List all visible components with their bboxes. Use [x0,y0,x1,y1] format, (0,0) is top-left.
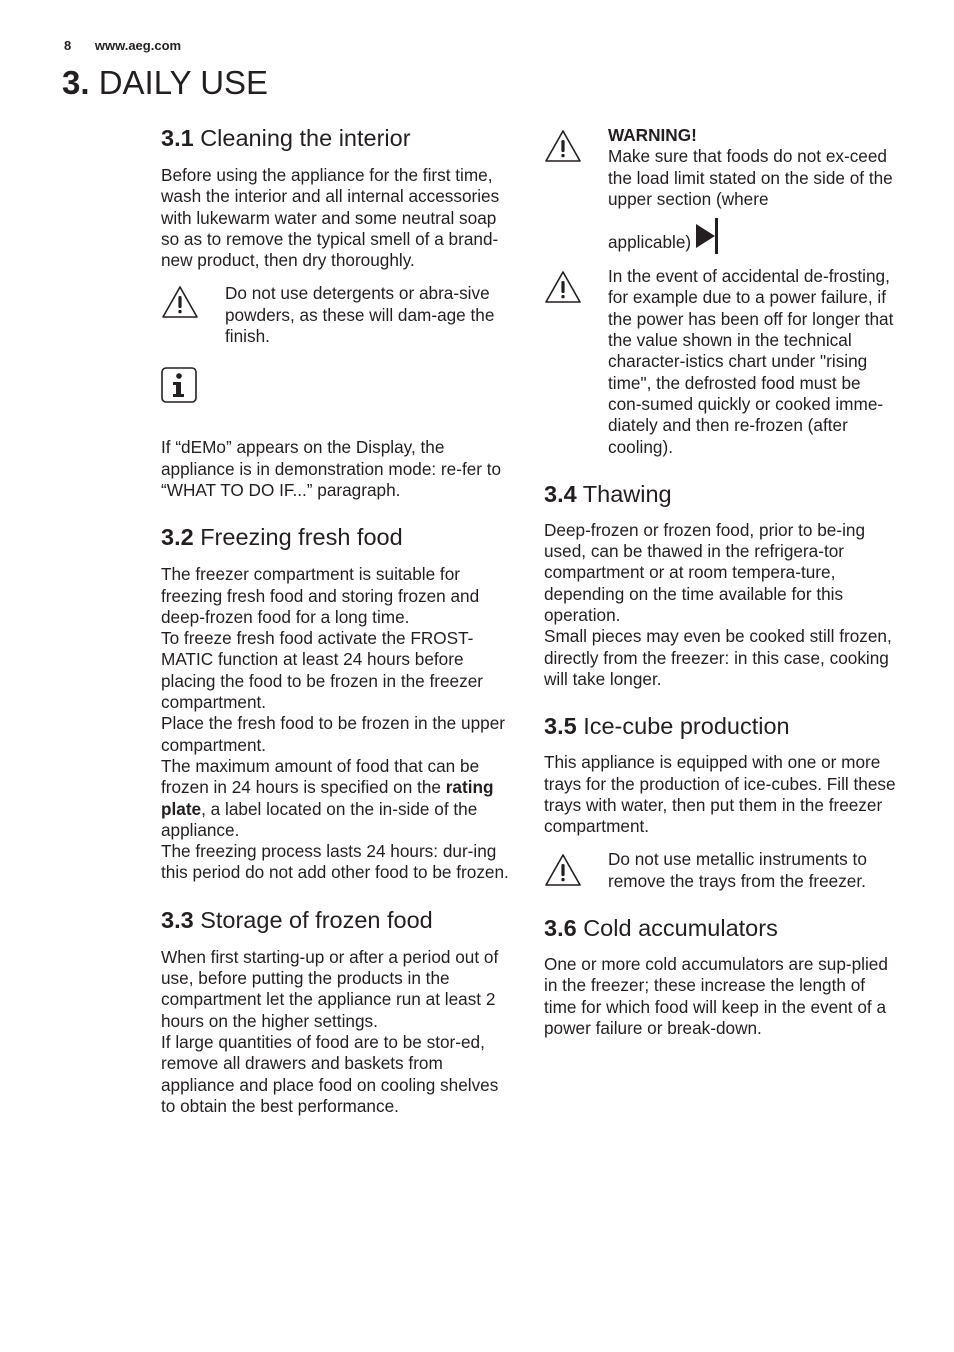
warning-text: Do not use metallic instruments to remove the trays from the freezer. [608,849,867,891]
section-3-1-paragraph: Before using the appliance for the first time, wash the interior and all internal accessories with lukewarm water and some neutral soap so as to remove the typical smell of a brand-new product, then dry thoroughly. [161,165,500,271]
paragraph: If large quantities of food are to be stor-ed, remove all drawers and baskets from appliance and place food on cooling shelves to obtain the best performance. [161,1031,499,1116]
website-url: www.aeg.com [94,38,182,53]
section-3-2-heading [161,523,515,551]
chapter-title-text: DAILY USE [98,64,269,101]
warning-icon [161,285,199,319]
paragraph: This appliance is equipped with one or more trays for the production of ice-cubes. Fill these trays with water, then put them in the freezer compartment. [544,752,896,837]
section-3-6-heading [544,914,898,942]
page-number: 8 [64,38,72,53]
info-note [161,367,515,405]
warning-note-defrosting [544,266,898,458]
warning-text: Do not use detergents or abra-sive powders, as these will dam-age the finish. [225,283,495,347]
warning-icon [544,129,582,163]
warning-note-metallic [544,849,898,892]
paragraph: Small pieces may even be cooked still frozen, directly from the freezer: in this case, cooking will take longer. [544,626,892,689]
paragraph: When first starting-up or after a period out of use, before putting the products in the compartment let the appliance run at least 2 hours on the higher settings. [161,946,499,1031]
section-3-1-heading [161,124,515,152]
section-title: Ice-cube production [583,713,790,740]
warning-text: Make sure that foods do not ex-ceed the load limit stated on the side of the upper section (where [608,146,893,209]
section-number: 3.4 [544,480,577,507]
warning-note-load-limit [544,125,898,254]
paragraph: One or more cold accumulators are sup-plied in the freezer; these increase the length of time for which food will keep in the event of a power failure or break-down. [544,954,888,1038]
paragraph: The freezing process lasts 24 hours: dur-ing this period do not add other food to be frozen. [161,841,509,883]
right-column [544,125,898,1039]
paragraph: To freeze fresh food activate the FROST-MATIC function at least 24 hours before placing the food to be frozen in the freezer compartment. [161,628,483,713]
paragraph: Deep-frozen or frozen food, prior to be-ing used, can be thawed in the refrigera-tor compartment or at room tempera-ture, depending on the time available for this operation. [544,519,866,626]
section-number: 3.3 [161,906,194,933]
chapter-title [62,64,268,102]
section-3-3-heading [161,906,515,934]
info-text: If “dEMo” appears on the Display, the appliance is in demonstration mode: re-fer to “WHAT TO DO IF...” paragraph. [161,437,502,500]
warning-icon [544,270,582,304]
text-span: , a label located on the in-side of the appliance. [161,798,478,840]
text-span: The maximum amount of food that can be frozen in 24 hours is specified on the [161,755,480,798]
info-icon [161,367,197,403]
section-title: Cold accumulators [583,915,778,942]
paragraph: The freezer compartment is suitable for freezing fresh food and storing frozen and deep-frozen food for a long time. [161,564,480,627]
section-title: Storage of frozen food [200,906,433,933]
section-number: 3.5 [544,713,577,740]
section-title: Cleaning the interior [200,125,411,151]
paragraph: Place the fresh food to be frozen in the upper compartment. [161,713,505,755]
text-span: applicable) [608,232,692,253]
warning-note-detergents [161,283,515,347]
section-number: 3.2 [161,524,194,551]
warning-text-tail [608,218,898,254]
warning-title: WARNING! [608,125,697,145]
section-number: 3.1 [161,125,194,151]
section-number: 3.6 [544,915,577,942]
rating-plate-term: rating plate [161,777,494,819]
page-header [64,38,181,53]
warning-icon [544,853,582,887]
section-title: Thawing [582,480,672,507]
section-3-5-heading [544,712,898,740]
left-column [161,124,515,1117]
section-3-4-heading [544,480,898,508]
section-title: Freezing fresh food [200,524,403,551]
paragraph [161,756,515,841]
warning-text: In the event of accidental de-frosting, for example due to a power failure, if the power has been off for longer that the value shown in the technical character-istics chart under "rising time", the defrosted food must be con-sumed quickly or cooked imme-diately and then re-frozen (after cooling). [608,266,894,457]
chapter-number: 3. [62,64,90,101]
load-limit-symbol-icon [695,218,721,254]
